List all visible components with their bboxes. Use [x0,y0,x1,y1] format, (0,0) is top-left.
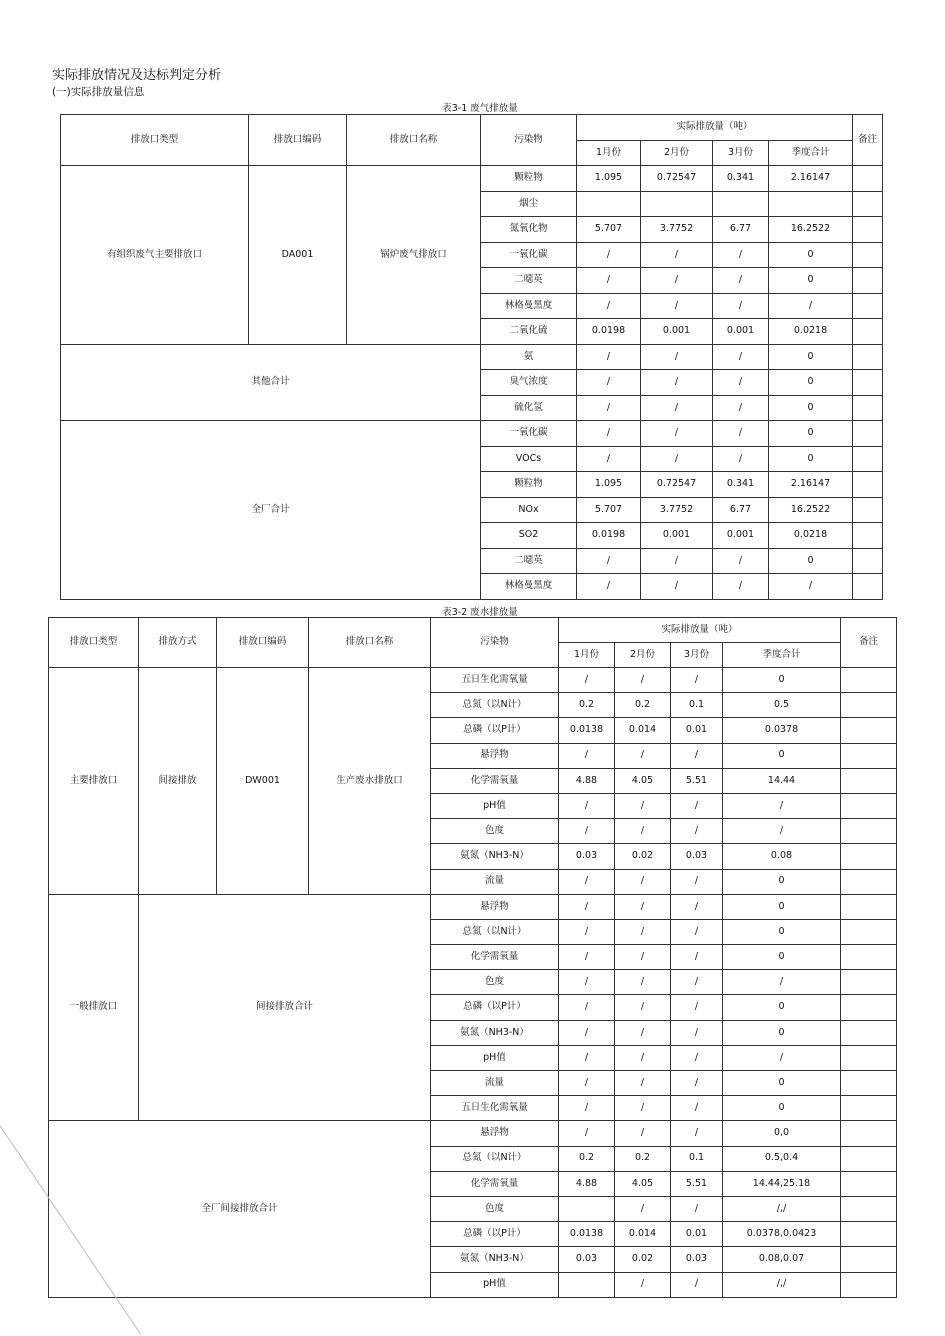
water-header-remark: 备注 [841,618,897,668]
gas-header-actual: 实际排放量（吨） [577,115,853,141]
month-3-value: / [671,1121,723,1146]
month-1-value: 0.2 [559,693,615,718]
water-header-outlet-name: 排放口名称 [309,618,431,668]
pollutant-cell: 总磷（以P计） [431,995,559,1020]
month-3-value: / [713,446,769,472]
pollutant-cell: 五日生化需氧量 [431,668,559,693]
quarter-total-value: 0 [769,242,853,268]
pollutant-cell: 硫化氢 [481,395,577,421]
month-2-value: / [615,668,671,693]
remark-cell [841,1045,897,1070]
month-1-value: 1.095 [577,166,641,192]
quarter-total-value: 0.0218 [769,523,853,549]
month-1-value: / [577,268,641,294]
remark-cell [841,945,897,970]
water-header-month-1: 1月份 [559,643,615,668]
month-2-value: / [641,268,713,294]
remark-cell [841,869,897,894]
month-1-value: 0.0198 [577,319,641,345]
quarter-total-value: 2.16147 [769,166,853,192]
quarter-total-value: 0 [723,1071,841,1096]
remark-cell [841,1121,897,1146]
month-3-value: 0.001 [713,319,769,345]
month-2-value: 0.2 [615,693,671,718]
pollutant-cell: 氨 [481,344,577,370]
month-2-value: / [615,1272,671,1297]
month-1-value: / [559,1071,615,1096]
remark-cell [853,421,883,447]
month-2-value: / [615,894,671,919]
pollutant-cell: 氨氮（NH3-N） [431,1020,559,1045]
section-subtitle: (一)实际排放量信息 [52,86,145,98]
month-2-value: / [615,995,671,1020]
month-2-value: 0.001 [641,319,713,345]
month-2-value: 4.05 [615,768,671,793]
pollutant-cell: 总氮（以N计） [431,919,559,944]
remark-cell [841,1071,897,1096]
month-1-value [559,1196,615,1221]
month-2-value: / [641,574,713,600]
month-1-value: 4.88 [559,1171,615,1196]
remark-cell [841,1272,897,1297]
month-3-value: 5.51 [671,768,723,793]
remark-cell [853,395,883,421]
quarter-total-value: 0 [769,421,853,447]
month-3-value: 6.77 [713,217,769,243]
month-3-value: / [671,894,723,919]
pollutant-cell: 臭气浓度 [481,370,577,396]
month-3-value: / [713,574,769,600]
pollutant-cell: 总磷（以P计） [431,718,559,743]
month-3-value: / [671,869,723,894]
month-2-value: 0.02 [615,844,671,869]
pollutant-cell: 二氧化硫 [481,319,577,345]
outlet-type-cell: 一般排放口 [49,894,139,1121]
quarter-total-value: 0 [769,370,853,396]
quarter-total-value: 0.0378 [723,718,841,743]
pollutant-cell: 色度 [431,819,559,844]
pollutant-cell: 总氮（以N计） [431,693,559,718]
group-total-label: 其他合计 [61,344,481,421]
month-1-value: / [559,1096,615,1121]
month-1-value: / [559,945,615,970]
outlet-code-cell: DA001 [249,166,347,345]
month-3-value: / [713,293,769,319]
month-1-value [577,191,641,217]
remark-cell [841,718,897,743]
month-1-value: 0.2 [559,1146,615,1171]
remark-cell [841,1020,897,1045]
water-table-caption: 表3-2 废水排放量 [442,607,518,618]
month-3-value: 0.341 [713,472,769,498]
month-3-value [713,191,769,217]
month-3-value: / [671,919,723,944]
month-2-value: / [615,1020,671,1045]
pollutant-cell: 五日生化需氧量 [431,1096,559,1121]
pollutant-cell: 流量 [431,1071,559,1096]
remark-cell [841,1146,897,1171]
quarter-total-value: 0 [723,919,841,944]
month-2-value: / [641,370,713,396]
remark-cell [853,191,883,217]
pollutant-cell: 一氧化碳 [481,242,577,268]
quarter-total-value: 0.5 [723,693,841,718]
pollutant-cell: NOx [481,497,577,523]
remark-cell [841,693,897,718]
pollutant-cell: 颗粒物 [481,472,577,498]
quarter-total-value: 0 [723,869,841,894]
month-3-value: / [671,1096,723,1121]
gas-header-month-1: 1月份 [577,141,641,166]
quarter-total-value: 0 [723,894,841,919]
group-total-label: 间接排放合计 [139,894,431,1121]
month-3-value: / [671,819,723,844]
month-1-value: / [559,1045,615,1070]
month-1-value: / [577,548,641,574]
table-row [61,344,883,370]
month-3-value: / [671,1272,723,1297]
pollutant-cell: 林格曼黑度 [481,574,577,600]
month-2-value: / [641,242,713,268]
pollutant-cell: 二噁英 [481,548,577,574]
month-2-value: 0.001 [641,523,713,549]
month-3-value: 0.1 [671,1146,723,1171]
month-1-value: / [559,1121,615,1146]
month-1-value [559,1272,615,1297]
month-2-value: / [641,344,713,370]
pollutant-cell: 悬浮物 [431,894,559,919]
gas-header-outlet-name: 排放口名称 [347,115,481,166]
gas-header-outlet-code: 排放口编码 [249,115,347,166]
month-2-value: 0.014 [615,1222,671,1247]
month-2-value: / [615,919,671,944]
month-3-value: / [671,1071,723,1096]
quarter-total-value: 0 [723,668,841,693]
outlet-code-cell: DW001 [217,668,309,895]
outlet-name-cell: 生产废水排放口 [309,668,431,895]
water-header-outlet-type: 排放口类型 [49,618,139,668]
month-3-value: / [713,395,769,421]
month-2-value: 0.72547 [641,472,713,498]
remark-cell [853,319,883,345]
wastewater-emission-table [48,617,897,1298]
month-1-value: 0.0138 [559,1222,615,1247]
pollutant-cell: 颗粒物 [481,166,577,192]
quarter-total-value: /,/ [723,1272,841,1297]
month-1-value: / [559,743,615,768]
remark-cell [841,1171,897,1196]
quarter-total-value: 0 [769,344,853,370]
remark-cell [853,523,883,549]
quarter-total-value: 0 [769,395,853,421]
month-1-value: 0.0138 [559,718,615,743]
month-3-value: / [713,421,769,447]
month-2-value: / [615,1071,671,1096]
quarter-total-value: 2.16147 [769,472,853,498]
group-total-label: 全厂间接排放合计 [49,1121,431,1297]
pollutant-cell: 氨氮（NH3-N） [431,1247,559,1272]
quarter-total-value: 0,0 [723,1121,841,1146]
water-header-pollutant: 污染物 [431,618,559,668]
month-3-value: 0.03 [671,844,723,869]
remark-cell [853,344,883,370]
month-2-value: / [615,743,671,768]
month-2-value: 4.05 [615,1171,671,1196]
quarter-total-value: / [769,574,853,600]
quarter-total-value: / [723,793,841,818]
quarter-total-value: / [723,1045,841,1070]
month-1-value: / [577,344,641,370]
month-2-value: 0.02 [615,1247,671,1272]
month-3-value: 5.51 [671,1171,723,1196]
month-3-value: / [671,668,723,693]
outlet-type-cell: 主要排放口 [49,668,139,895]
remark-cell [841,793,897,818]
remark-cell [853,497,883,523]
quarter-total-value: 14.44,25.18 [723,1171,841,1196]
month-1-value: / [577,242,641,268]
month-3-value: / [713,344,769,370]
month-3-value: / [671,793,723,818]
month-3-value: / [671,1196,723,1221]
gas-header-month-3: 3月份 [713,141,769,166]
month-2-value: / [641,548,713,574]
month-1-value: 0.0198 [577,523,641,549]
outlet-name-cell: 锅炉废气排放口 [347,166,481,345]
month-2-value: / [615,1045,671,1070]
pollutant-cell: VOCs [481,446,577,472]
quarter-total-value: / [723,819,841,844]
remark-cell [841,1247,897,1272]
month-1-value: 5.707 [577,497,641,523]
remark-cell [841,768,897,793]
quarter-total-value: 0 [723,1020,841,1045]
pollutant-cell: 总磷（以P计） [431,1222,559,1247]
pollutant-cell: pH值 [431,1045,559,1070]
month-3-value: / [671,1045,723,1070]
month-2-value: / [615,793,671,818]
table-row [49,668,897,693]
month-3-value: 0.01 [671,1222,723,1247]
remark-cell [841,970,897,995]
remark-cell [853,166,883,192]
water-header-outlet-code: 排放口编码 [217,618,309,668]
month-1-value: / [559,894,615,919]
month-3-value: 0.341 [713,166,769,192]
pollutant-cell: 流量 [431,869,559,894]
remark-cell [853,217,883,243]
group-total-label: 全厂合计 [61,421,481,600]
month-2-value: 0.2 [615,1146,671,1171]
pollutant-cell: 化学需氧量 [431,945,559,970]
quarter-total-value: 0.5,0.4 [723,1146,841,1171]
pollutant-cell: 色度 [431,1196,559,1221]
remark-cell [841,668,897,693]
month-2-value: / [615,819,671,844]
month-1-value: / [577,574,641,600]
month-1-value: 0.03 [559,844,615,869]
month-3-value: 0.1 [671,693,723,718]
month-3-value: / [671,743,723,768]
pollutant-cell: 悬浮物 [431,743,559,768]
outlet-type-cell: 有组织废气主要排放口 [61,166,249,345]
pollutant-cell: 一氧化碳 [481,421,577,447]
month-1-value: / [577,446,641,472]
pollutant-cell: 色度 [431,970,559,995]
pollutant-cell: 总氮（以N计） [431,1146,559,1171]
month-3-value: / [713,242,769,268]
remark-cell [853,268,883,294]
quarter-total-value: 16.2522 [769,497,853,523]
month-2-value: / [641,293,713,319]
remark-cell [841,995,897,1020]
remark-cell [853,446,883,472]
pollutant-cell: 烟尘 [481,191,577,217]
remark-cell [841,819,897,844]
month-1-value: / [577,421,641,447]
month-1-value: / [559,919,615,944]
remark-cell [841,844,897,869]
gas-header-month-2: 2月份 [641,141,713,166]
month-2-value: / [615,970,671,995]
month-3-value: / [671,970,723,995]
month-2-value: / [641,395,713,421]
quarter-total-value: 0 [769,548,853,574]
quarter-total-value: / [723,970,841,995]
gas-header-quarter-total: 季度合计 [769,141,853,166]
quarter-total-value: 0 [723,743,841,768]
water-header-month-3: 3月份 [671,643,723,668]
month-3-value: 6.77 [713,497,769,523]
pollutant-cell: pH值 [431,793,559,818]
month-3-value: 0.01 [671,718,723,743]
table-row [49,894,897,919]
discharge-method-cell: 间接排放 [139,668,217,895]
gas-header-pollutant: 污染物 [481,115,577,166]
quarter-total-value: / [769,293,853,319]
month-2-value [641,191,713,217]
remark-cell [853,370,883,396]
month-1-value: / [577,293,641,319]
month-1-value: / [559,819,615,844]
quarter-total-value: 0.0218 [769,319,853,345]
month-1-value: / [559,995,615,1020]
remark-cell [853,293,883,319]
pollutant-cell: 二噁英 [481,268,577,294]
quarter-total-value: 0.08 [723,844,841,869]
quarter-total-value: /,/ [723,1196,841,1221]
remark-cell [853,574,883,600]
month-2-value: / [641,446,713,472]
pollutant-cell: 氮氧化物 [481,217,577,243]
month-1-value: / [577,395,641,421]
quarter-total-value: 0.08,0.07 [723,1247,841,1272]
quarter-total-value: 0 [723,995,841,1020]
gas-header-outlet-type: 排放口类型 [61,115,249,166]
month-2-value: / [615,1096,671,1121]
pollutant-cell: 悬浮物 [431,1121,559,1146]
quarter-total-value: 0 [723,1096,841,1121]
pollutant-cell: 林格曼黑度 [481,293,577,319]
table-row [49,1121,897,1146]
month-1-value: 5.707 [577,217,641,243]
gas-header-remark: 备注 [853,115,883,166]
month-2-value: / [615,1196,671,1221]
remark-cell [841,743,897,768]
pollutant-cell: 化学需氧量 [431,768,559,793]
water-header-actual: 实际排放量（吨） [559,618,841,643]
month-2-value: / [615,945,671,970]
quarter-total-value: 0 [769,268,853,294]
month-3-value: / [713,370,769,396]
month-3-value: / [713,548,769,574]
quarter-total-value: 0 [723,945,841,970]
quarter-total-value: 14.44 [723,768,841,793]
table-row [61,421,883,447]
month-3-value: / [713,268,769,294]
month-1-value: 1.095 [577,472,641,498]
month-3-value: / [671,995,723,1020]
month-3-value: / [671,945,723,970]
month-1-value: / [559,869,615,894]
remark-cell [841,894,897,919]
month-2-value: 0.014 [615,718,671,743]
month-1-value: / [559,793,615,818]
pollutant-cell: pH值 [431,1272,559,1297]
gas-emission-table [60,114,883,600]
remark-cell [853,548,883,574]
month-2-value: 3.7752 [641,497,713,523]
month-2-value: 3.7752 [641,217,713,243]
quarter-total-value [769,191,853,217]
month-1-value: 0.03 [559,1247,615,1272]
quarter-total-value: 16.2522 [769,217,853,243]
quarter-total-value: 0.0378,0.0423 [723,1222,841,1247]
month-3-value: / [671,1020,723,1045]
month-1-value: / [559,1020,615,1045]
month-3-value: 0.03 [671,1247,723,1272]
water-header-quarter-total: 季度合计 [723,643,841,668]
table-row [61,166,883,192]
remark-cell [841,1096,897,1121]
page-title: 实际排放情况及达标判定分析 [52,68,222,83]
remark-cell [841,919,897,944]
water-header-method: 排放方式 [139,618,217,668]
month-2-value: 0.72547 [641,166,713,192]
remark-cell [841,1196,897,1221]
pollutant-cell: SO2 [481,523,577,549]
pollutant-cell: 氨氮（NH3-N） [431,844,559,869]
month-1-value: / [559,668,615,693]
gas-table-caption: 表3-1 废气排放量 [442,103,518,114]
pollutant-cell: 化学需氧量 [431,1171,559,1196]
month-2-value: / [615,869,671,894]
quarter-total-value: 0 [769,446,853,472]
remark-cell [853,242,883,268]
month-2-value: / [615,1121,671,1146]
remark-cell [841,1222,897,1247]
water-header-month-2: 2月份 [615,643,671,668]
month-1-value: / [577,370,641,396]
month-3-value: 0.001 [713,523,769,549]
month-1-value: 4.88 [559,768,615,793]
month-2-value: / [641,421,713,447]
remark-cell [853,472,883,498]
month-1-value: / [559,970,615,995]
